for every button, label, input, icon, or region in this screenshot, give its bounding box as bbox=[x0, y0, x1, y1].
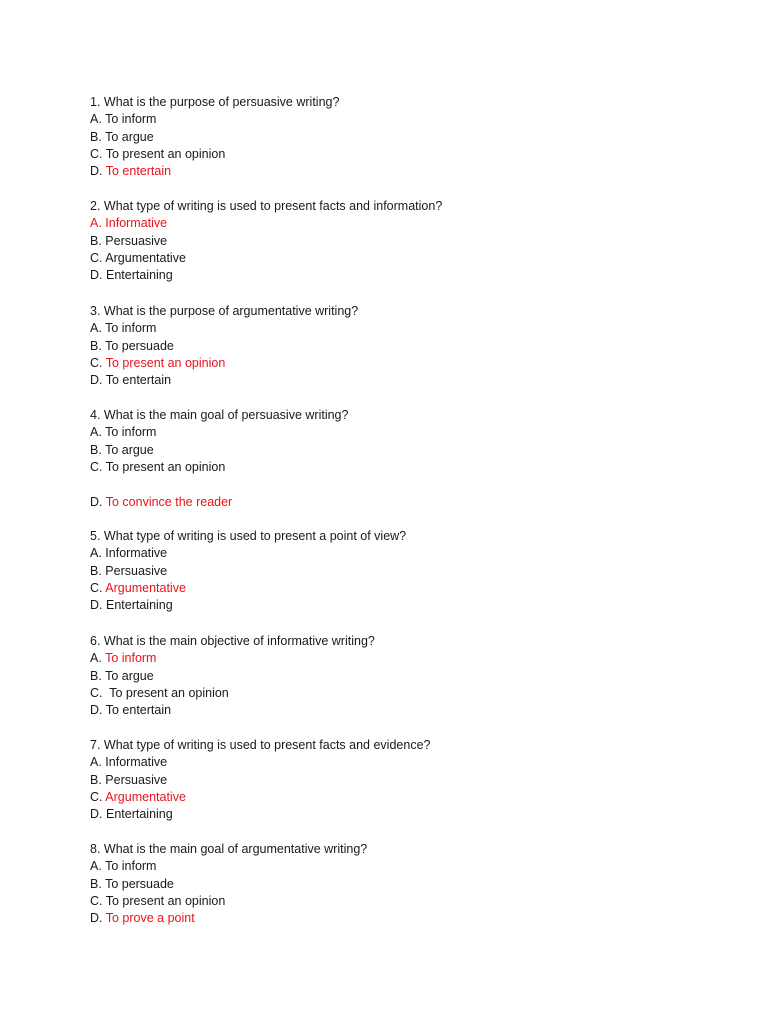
option-letter: C. bbox=[90, 894, 103, 908]
option-text: Informative bbox=[105, 546, 168, 560]
option-text: To entertain bbox=[105, 703, 172, 717]
answer-option bbox=[90, 320, 156, 337]
option-text: Entertaining bbox=[105, 598, 173, 612]
option-letter: A. bbox=[90, 321, 102, 335]
question-text: 4. What is the main goal of persuasive writing? bbox=[90, 408, 349, 422]
option-text: To inform bbox=[105, 859, 157, 873]
option-letter: C. bbox=[90, 356, 103, 370]
answer-option bbox=[90, 442, 154, 459]
option-letter: A. bbox=[90, 216, 102, 230]
option-letter: D. bbox=[90, 703, 103, 717]
answer-option bbox=[90, 789, 186, 806]
option-text: To persuade bbox=[105, 339, 174, 353]
option-letter: C. bbox=[90, 251, 103, 265]
option-text: To entertain bbox=[105, 373, 172, 387]
answer-option bbox=[90, 597, 173, 614]
option-letter: B. bbox=[90, 877, 102, 891]
option-text: Persuasive bbox=[105, 773, 168, 787]
option-text: To argue bbox=[105, 130, 154, 144]
answer-option bbox=[90, 215, 167, 232]
answer-option bbox=[90, 772, 167, 789]
option-letter: A. bbox=[90, 425, 102, 439]
option-letter: D. bbox=[90, 911, 103, 925]
correct-answer-text: Informative bbox=[105, 216, 168, 230]
option-letter: D. bbox=[90, 373, 103, 387]
option-letter: C. bbox=[90, 790, 103, 804]
question-text: 5. What type of writing is used to present a point of view? bbox=[90, 529, 407, 543]
option-letter: B. bbox=[90, 130, 102, 144]
answer-option bbox=[90, 267, 173, 284]
answer-option bbox=[90, 111, 156, 128]
option-letter: B. bbox=[90, 339, 102, 353]
answer-option bbox=[90, 424, 156, 441]
option-text: To present an opinion bbox=[105, 147, 226, 161]
option-text: To present an opinion bbox=[105, 686, 229, 700]
option-text: To persuade bbox=[105, 877, 174, 891]
option-text: To inform bbox=[105, 321, 157, 335]
question-text: 7. What type of writing is used to present facts and evidence? bbox=[90, 738, 431, 752]
correct-answer-text: To inform bbox=[105, 651, 157, 665]
option-letter: C. bbox=[90, 581, 103, 595]
answer-option bbox=[90, 754, 167, 771]
option-letter: A. bbox=[90, 651, 102, 665]
option-letter: A. bbox=[90, 546, 102, 560]
answer-option bbox=[90, 355, 225, 372]
answer-option bbox=[90, 459, 225, 476]
answer-option bbox=[90, 668, 154, 685]
answer-option bbox=[90, 910, 195, 927]
option-letter: B. bbox=[90, 564, 102, 578]
option-text: Informative bbox=[105, 755, 168, 769]
answer-option bbox=[90, 338, 174, 355]
correct-answer-text: Argumentative bbox=[105, 790, 186, 804]
answer-option bbox=[90, 250, 186, 267]
answer-option bbox=[90, 494, 232, 511]
option-letter: C. bbox=[90, 460, 103, 474]
answer-option bbox=[90, 372, 171, 389]
option-text: Entertaining bbox=[105, 807, 173, 821]
option-letter: D. bbox=[90, 164, 103, 178]
answer-option bbox=[90, 876, 174, 893]
option-letter: C. bbox=[90, 147, 103, 161]
question-text: 1. What is the purpose of persuasive writing? bbox=[90, 95, 340, 109]
option-letter: A. bbox=[90, 755, 102, 769]
answer-option bbox=[90, 650, 156, 667]
option-letter: D. bbox=[90, 495, 103, 509]
option-letter: D. bbox=[90, 807, 103, 821]
answer-option bbox=[90, 580, 186, 597]
option-text: Persuasive bbox=[105, 234, 168, 248]
option-text: To inform bbox=[105, 112, 157, 126]
question-text: 6. What is the main objective of informative writing? bbox=[90, 634, 375, 648]
answer-option bbox=[90, 702, 171, 719]
option-letter: B. bbox=[90, 669, 102, 683]
question-text: 2. What type of writing is used to present facts and information? bbox=[90, 199, 443, 213]
option-letter: D. bbox=[90, 598, 103, 612]
option-letter: B. bbox=[90, 443, 102, 457]
option-letter: A. bbox=[90, 112, 102, 126]
option-text: To inform bbox=[105, 425, 157, 439]
option-letter: B. bbox=[90, 234, 102, 248]
option-text: Entertaining bbox=[105, 268, 173, 282]
option-text: To argue bbox=[105, 669, 154, 683]
option-text: Persuasive bbox=[105, 564, 168, 578]
answer-option bbox=[90, 858, 156, 875]
option-text: To present an opinion bbox=[105, 460, 226, 474]
answer-option bbox=[90, 233, 167, 250]
question-text: 3. What is the purpose of argumentative writing? bbox=[90, 304, 359, 318]
answer-option bbox=[90, 545, 167, 562]
option-letter: A. bbox=[90, 859, 102, 873]
correct-answer-text: Argumentative bbox=[105, 581, 186, 595]
correct-answer-text: To prove a point bbox=[105, 911, 195, 925]
correct-answer-text: To present an opinion bbox=[105, 356, 226, 370]
option-text: To argue bbox=[105, 443, 154, 457]
answer-option bbox=[90, 893, 225, 910]
answer-option bbox=[90, 163, 171, 180]
answer-option bbox=[90, 806, 173, 823]
option-letter: B. bbox=[90, 773, 102, 787]
answer-option bbox=[90, 563, 167, 580]
option-letter: D. bbox=[90, 268, 103, 282]
correct-answer-text: To entertain bbox=[105, 164, 172, 178]
question-text: 8. What is the main goal of argumentative writing? bbox=[90, 842, 368, 856]
option-letter: C. bbox=[90, 686, 103, 700]
answer-option bbox=[90, 129, 154, 146]
option-text: Argumentative bbox=[105, 251, 186, 265]
answer-option bbox=[90, 146, 225, 163]
correct-answer-text: To convince the reader bbox=[105, 495, 233, 509]
answer-option bbox=[90, 685, 229, 702]
option-text: To present an opinion bbox=[105, 894, 226, 908]
